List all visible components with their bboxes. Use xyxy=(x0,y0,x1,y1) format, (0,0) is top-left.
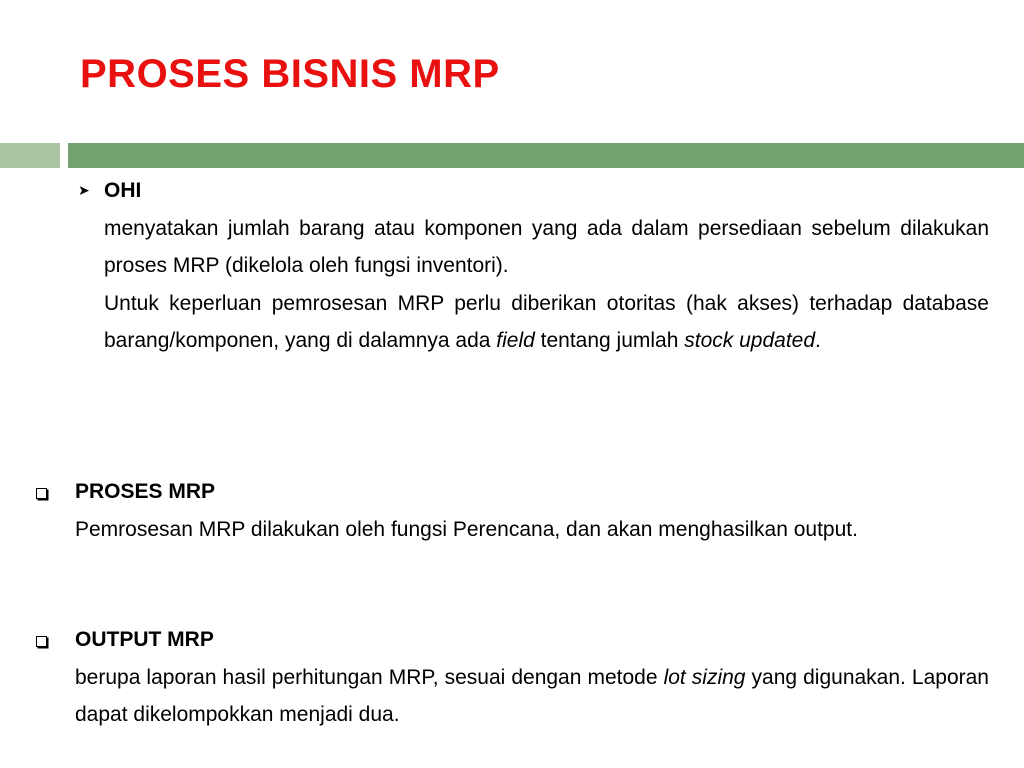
section-heading: OUTPUT MRP xyxy=(75,628,214,651)
paragraph-text: Untuk keperluan pemrosesan MRP perlu diberikan otoritas (hak akses) terhadap database barang/komponen, yang di dalamnya ada xyxy=(104,291,989,352)
italic-term: field xyxy=(496,329,535,352)
section-paragraph xyxy=(75,659,989,734)
paragraph-text: yang digunakan. Laporan dapat dikelompokkan menjadi dua. xyxy=(75,665,989,726)
header-accent-bar-left xyxy=(0,143,60,168)
section-ohi xyxy=(104,172,989,360)
paragraph-text: berupa laporan hasil perhitungan MRP, sesuai dengan metode xyxy=(75,665,664,689)
section-paragraph xyxy=(104,285,989,360)
section-paragraph xyxy=(104,210,989,285)
paragraph-text: tentang jumlah xyxy=(534,329,685,352)
section-output-mrp xyxy=(75,621,989,734)
square-bullet-icon xyxy=(36,636,47,647)
paragraph-text: . xyxy=(815,329,821,352)
italic-term: stock updated xyxy=(684,329,816,352)
section-heading: OHI xyxy=(104,179,142,202)
header-accent-bar-right xyxy=(68,143,1024,168)
slide-title: PROSES BISNIS MRP xyxy=(80,52,500,96)
paragraph-text: Pemrosesan MRP dilakukan oleh fungsi Perencana, dan akan menghasilkan output. xyxy=(75,517,858,541)
paragraph-text: menyatakan jumlah barang atau komponen yang ada dalam persediaan sebelum dilakukan proses MRP (dikelola oleh fungsi inventori). xyxy=(104,216,989,277)
square-bullet-icon xyxy=(36,488,47,499)
section-proses-mrp xyxy=(75,473,989,548)
arrow-bullet-icon: ➤ xyxy=(78,182,90,198)
italic-term: lot sizing xyxy=(663,665,746,689)
section-paragraph xyxy=(75,511,989,549)
section-heading: PROSES MRP xyxy=(75,480,216,503)
